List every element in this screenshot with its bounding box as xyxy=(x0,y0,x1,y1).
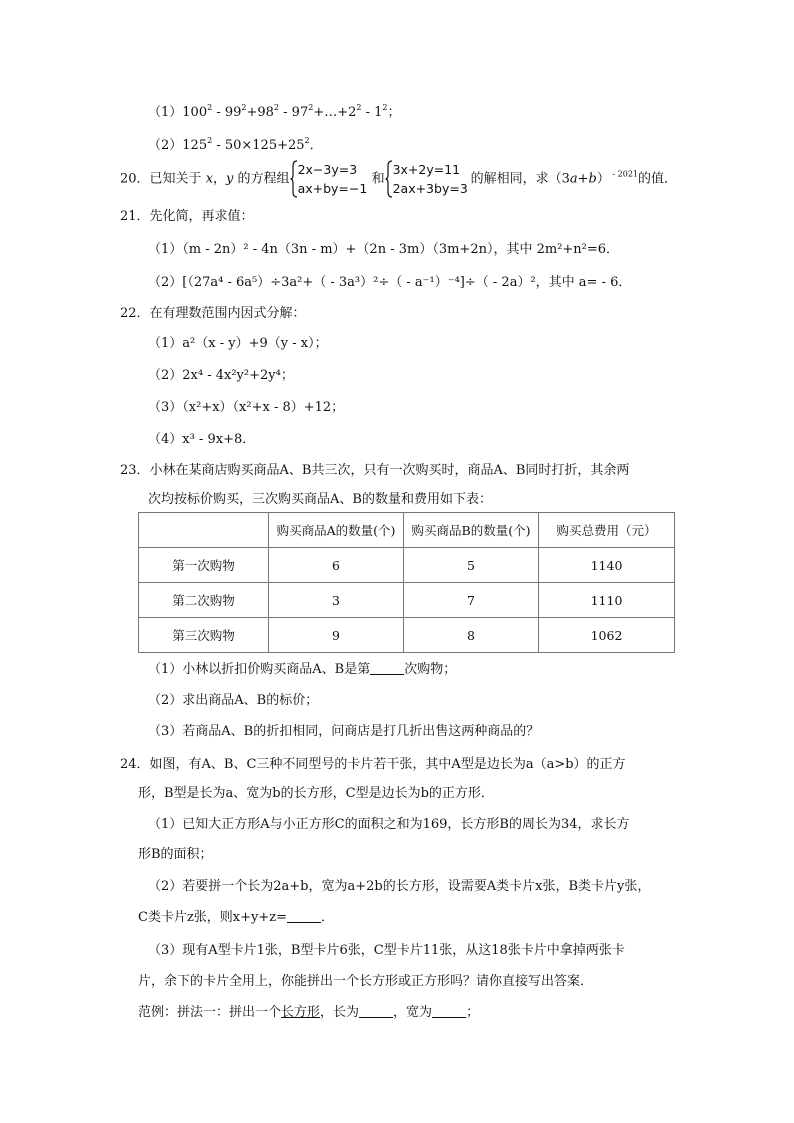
q21-title: 21．先化简，再求值： xyxy=(120,209,254,224)
exponent: 2 xyxy=(207,103,213,112)
q24-part3-line1: （3）现有A型卡片1张，B型卡片6张，C型卡片11张，从这18张卡片中拿掉两张卡 xyxy=(148,943,625,958)
q19-text: （1）100 xyxy=(148,105,208,120)
q20-text: ， xyxy=(213,171,227,187)
equation-system-1 xyxy=(290,160,372,198)
q20-text: 和 xyxy=(371,171,385,187)
q19-text: +…+2 xyxy=(313,105,357,120)
q24-line2: 形，B型是长为a、宽为b的长方形，C型是边长为b的正方形． xyxy=(138,786,494,801)
q23-part3: （3）若商品A、B的折扣相同，问商店是打几折出售这两种商品的？ xyxy=(148,724,540,739)
q24-text: ． xyxy=(321,910,335,925)
q19-text: - 1 xyxy=(361,105,383,120)
answer-blank xyxy=(432,1003,466,1018)
q20-text: + xyxy=(577,171,589,187)
q23-text: （1）小林以折扣价购买商品A、B是第 xyxy=(148,662,371,677)
left-brace-icon xyxy=(290,160,298,198)
q22-title: 22．在有理数范围内因式分解： xyxy=(120,306,306,321)
q24-part2-line1: （2）若要拼一个长为2a+b，宽为a+2b的长方形，设需要A类卡片x张，B类卡片y张， xyxy=(148,879,651,894)
exponent: 2 xyxy=(382,103,388,112)
answer-blank xyxy=(359,1003,393,1018)
q19-part1 xyxy=(148,103,401,123)
q23-part2: （2）求出商品A、B的标价； xyxy=(148,693,319,708)
q24-text: ，宽为 xyxy=(393,1005,433,1020)
q24-part3-line2: 片，余下的卡片全用上，你能拼出一个长方形或正方形吗？请你直接写出答案． xyxy=(138,974,594,989)
table-cell: 6 xyxy=(269,548,404,583)
var-a: a xyxy=(569,171,578,187)
q22-part3: （3）（x²+x）（x²+x - 8）+12； xyxy=(148,400,345,415)
table-cell: 1110 xyxy=(539,583,675,618)
table-cell: 1140 xyxy=(539,548,675,583)
table-cell: 5 xyxy=(404,548,539,583)
answer-blank xyxy=(370,660,404,675)
table-cell: 第二次购物 xyxy=(139,583,269,618)
exponent: 2 xyxy=(304,136,310,145)
q24-example xyxy=(138,1003,479,1023)
exponent: 2 xyxy=(207,136,213,145)
equation-row: 3x+2y=11 xyxy=(392,162,461,177)
table-row xyxy=(139,583,675,618)
q24-text: 范例：拼法一：拼出一个 xyxy=(138,1005,282,1020)
q20-text: 20．已知关于 xyxy=(120,171,202,187)
q19-text: （2）125 xyxy=(148,138,208,153)
underlined-text: 长方形 xyxy=(281,1005,321,1020)
q22-part4: （4）x³ - 9x+8． xyxy=(148,432,256,447)
table-row xyxy=(139,618,675,653)
q24-part1-line1: （1）已知大正方形A与小正方形C的面积之和为169，长方形B的周长为34，求长方 xyxy=(148,817,630,832)
exponent: 2 xyxy=(356,103,362,112)
var-x: x xyxy=(205,171,214,187)
q24-text: ； xyxy=(466,1005,480,1020)
q24-line1: 24．如图，有A、B、C三种不同型号的卡片若干张，其中A型是边长为a（a>b）的正方 xyxy=(120,757,626,772)
equation-row: 2ax+3by=3 xyxy=(392,181,468,196)
q19-text: - 50×125+25 xyxy=(212,138,305,153)
q23-text: 次购物； xyxy=(404,662,457,677)
q20-text: 的值． xyxy=(638,171,678,187)
table-cell: 第三次购物 xyxy=(139,618,269,653)
q23-part1 xyxy=(148,660,456,680)
q23-line2: 次均按标价购买，三次购买商品A、B的数量和费用如下表： xyxy=(148,492,492,507)
q21-part2: （2）[（27a⁴ - 6a⁵）÷3a²+（ - 3a³）²÷（ - a⁻¹）⁻⁴]÷（ - 2a）²，其中 a= - 6． xyxy=(148,275,632,290)
equation-row: ax+by=−1 xyxy=(297,181,368,196)
table-cell: 7 xyxy=(404,583,539,618)
q19-part2 xyxy=(148,136,323,156)
q19-text: +98 xyxy=(246,105,274,120)
q19-text: - 97 xyxy=(279,105,309,120)
q24-text: ，长为 xyxy=(320,1005,360,1020)
q19-text: - 99 xyxy=(212,105,242,120)
q22-part2: （2）2x⁴ - 4x²y²+2y⁴； xyxy=(148,368,294,383)
q20-text: 的方程组 xyxy=(237,171,290,187)
q24-part1-line2: 形B的面积； xyxy=(138,847,213,862)
table-header-cell: 购买商品B的数量(个) xyxy=(404,513,539,548)
answer-blank xyxy=(287,908,321,923)
q24-text: C类卡片z张，则x+y+z= xyxy=(138,910,287,925)
q20 xyxy=(120,160,677,200)
table-header-cell xyxy=(139,513,269,548)
equation-system-2 xyxy=(385,160,471,198)
table-cell: 3 xyxy=(269,583,404,618)
q19-text: ． xyxy=(309,138,323,153)
exponent: 2 xyxy=(241,103,247,112)
q24-part2-line2 xyxy=(138,908,334,928)
left-brace-icon xyxy=(385,160,393,198)
table-header-cell: 购买商品A的数量(个) xyxy=(269,513,404,548)
q21-part1: （1）（m - 2n）² - 4n（3n - m）+（2n - 3m）（3m+2n），其中 2m²+n²=6． xyxy=(148,242,620,257)
exponent: 2 xyxy=(308,103,314,112)
q19-text: ； xyxy=(387,105,401,120)
table-cell: 1062 xyxy=(539,618,675,653)
exponent: 2 xyxy=(273,103,280,112)
exponent: - 2021 xyxy=(609,169,639,179)
q20-text: ） xyxy=(596,171,610,187)
table-header-cell: 购买总费用（元） xyxy=(539,513,675,548)
table-cell: 8 xyxy=(404,618,539,653)
table-header-row xyxy=(139,513,675,548)
q22-part1: （1）a²（x - y）+9（y - x）； xyxy=(148,336,328,351)
table-cell: 9 xyxy=(269,618,404,653)
table-cell: 第一次购物 xyxy=(139,548,269,583)
var-b: b xyxy=(588,171,597,187)
equation-row: 2x−3y=3 xyxy=(297,162,358,177)
var-y: y xyxy=(226,171,234,187)
purchase-table xyxy=(138,512,675,653)
q20-text: 的解相同，求（3 xyxy=(470,171,570,187)
q23-line1: 23．小林在某商店购买商品A、B共三次，只有一次购买时，商品A、B同时打折，其余两 xyxy=(120,463,630,478)
table-row xyxy=(139,548,675,583)
